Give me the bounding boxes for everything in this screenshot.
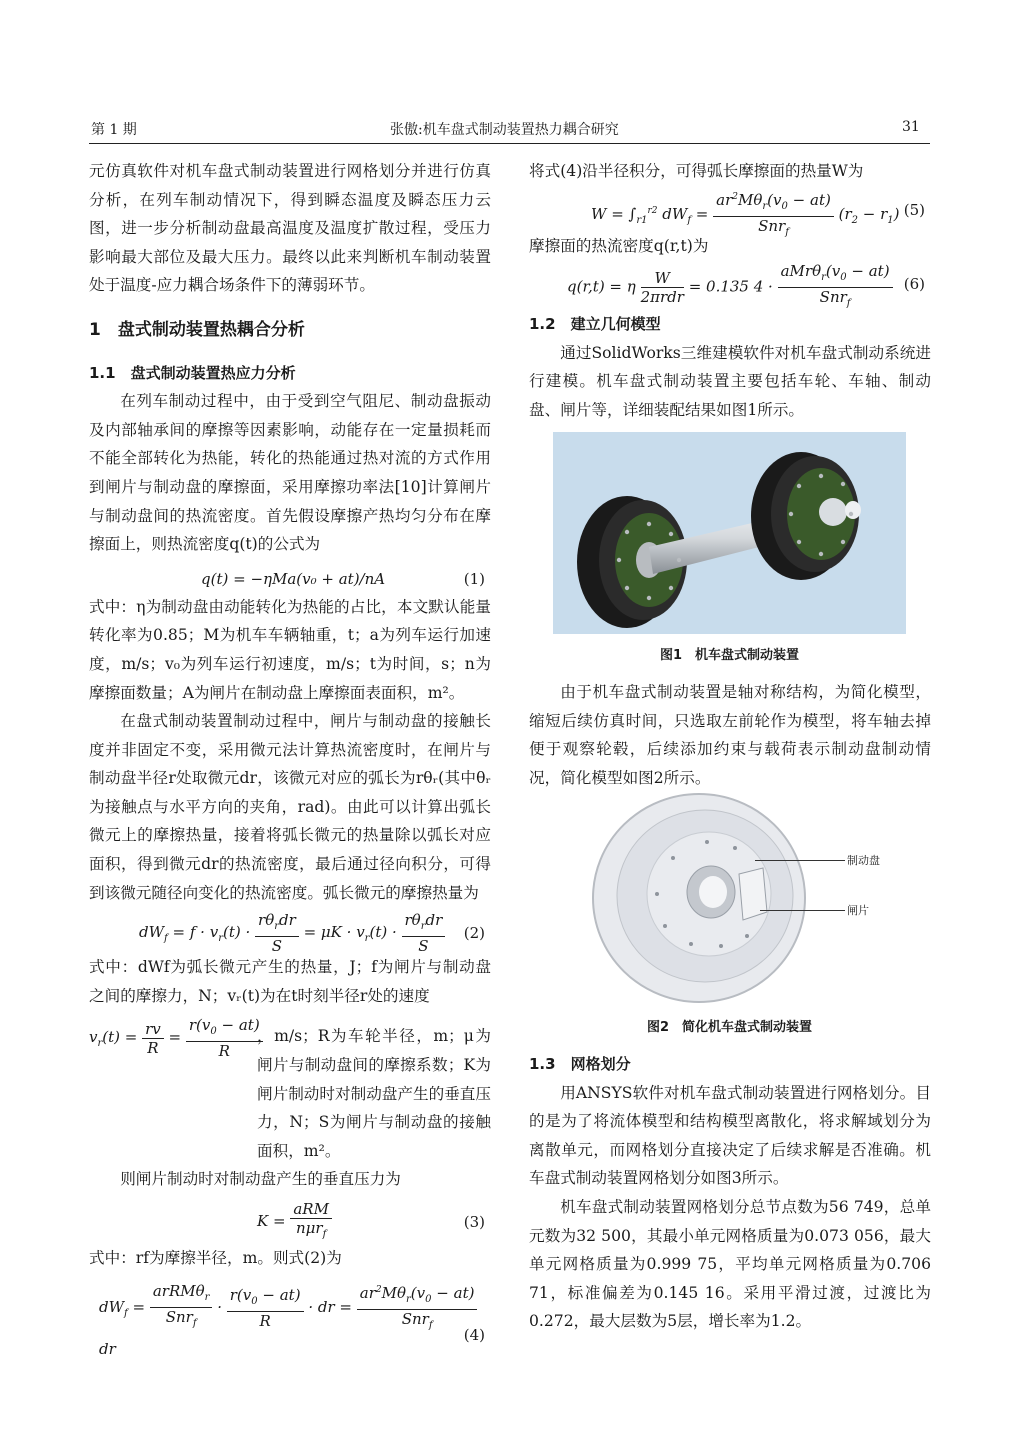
velocity-expression: $v_r(t)$ = $\frac{rv}{R}$ = $\frac{r(v_0 - at)}{R}$: [89, 1010, 491, 1056]
right-column-continued: [529, 678, 931, 792]
paragraph-integrate: 将式(4)沿半径积分，可得弧长摩擦面的热量W为: [529, 162, 864, 180]
header-rule: [89, 143, 930, 144]
paragraph-simplified-model: 由于机车盘式制动装置是轴对称结构，为简化模型，缩短后续仿真时间，只选取左前轮作为模型，将车轴去掉便于观察轮毂，后续添加约束与载荷表示制动盘制动情况，简化模型如图2所示。: [529, 683, 931, 787]
paragraph-eq2-symbols: 式中：dWf为弧长微元产生的热量，J；f为闸片与制动盘之间的摩擦力，N；vᵣ(t)为在t时刻半径r处的速度: [89, 958, 491, 1005]
equation-5-number: (5): [903, 200, 925, 219]
equation-6: q(r,t) = η $\frac{W}{\text{2πrdr}}$ = 0.135 4 · $\frac{aMr\theta_r(v_0 - at)}{Snr_f}$ (6): [567, 262, 925, 310]
equation-6-number: (6): [903, 275, 925, 294]
figure-2-image: [587, 790, 812, 1004]
paragraph-microelement: 在盘式制动装置制动过程中，闸片与制动盘的接触长度并非固定不变，采用微元法计算热流密度时，在闸片与制动盘半径r处取微元dr，该微元对应的弧长为rθᵣ(其中θᵣ为接触点与水平方向的夹角，rad)。由此可以计算出弧长微元上的摩擦热量，接着将弧长微元的热量除以弧长对应面积，得到微元dr的热流密度，最后通过径向积分，可得到该微元随径向变化的热流密度。弧长微元的摩擦热量为: [89, 712, 491, 902]
right-column-mesh: [529, 1050, 931, 1336]
label-leader-pad: [760, 910, 845, 911]
label-brake-disc: 制动盘: [847, 854, 880, 867]
equation-1-body: q(t) = −ηMa(v₀ + at)/nA: [201, 569, 386, 588]
equation-4: $dW_f$ = $\frac{arRM\theta_r}{Snr_f}$ · $\frac{r(v_0 - at)}{R}$ · dr = $\frac{ar^2M\theta_r(v_0 - at)}{Snr_f}$ dr (4): [99, 1282, 485, 1358]
equation-1-number: (1): [463, 569, 485, 588]
figure-2-caption: 图2 简化机车盘式制动装置: [646, 1020, 813, 1035]
paragraph-mesh-stats: 机车盘式制动装置网格划分总节点数为56 749，总单元数为32 500，其最小单元网格质量为0.073 056，最大单元网格质量为0.999 75，平均单元网格质量为0.706 71，标准偏差为0.145 16。采用平滑过渡，过渡比为0.272，最大层数为5层，增长率为1.2。: [529, 1197, 931, 1331]
equation-3-number: (3): [463, 1213, 485, 1231]
section-1-2-heading: 1.2 建立几何模型: [529, 315, 661, 334]
paragraph-flux-density: 摩擦面的热流密度q(r,t)为: [529, 236, 709, 255]
paragraph-geometry: 通过SolidWorks三维建模软件对机车盘式制动系统进行建模。机车盘式制动装置主要包括车轮、车轴、制动盘、闸片等，详细装配结果如图1所示。: [529, 343, 931, 419]
figure-1-caption: 图1 机车盘式制动装置: [659, 648, 800, 663]
wheelset-illustration: [553, 432, 906, 634]
label-leader-brake-disc: [755, 860, 845, 861]
intro-paragraph: 元仿真软件对机车盘式制动装置进行网格划分并进行仿真分析，在列车制动情况下，得到瞬态温度及瞬态压力云图，进一步分析制动盘最高温度及温度扩散过程，受压力影响最大部位及最大压力。最终以此来判断机车制动装置处于温度-应力耦合场条件下的薄弱环节。: [89, 162, 491, 295]
paragraph-heat-flux: 在列车制动过程中，由于受到空气阻尼、制动盘振动及内部轴承间的摩擦等因素影响，动能存在一定量损耗而不能全部转化为热能，转化的热能通过热对流的方式作用到闸片与制动盘的摩擦面，采用摩擦功率法[10]计算闸片与制动盘间的热流密度。首先假设摩擦产热均匀分布在摩擦面上，则热流密度q(t)的公式为: [89, 392, 491, 554]
equation-2-number: (2): [463, 924, 485, 943]
paragraph-eq3-symbols: 式中：rf为摩擦半径，m。则式(2)为: [89, 1249, 342, 1267]
equation-2: $dW_f = f \cdot v_r(t)$ · $\frac{r\theta_rdr}{S}$ = $\mu K \cdot v_r(t)$ · $\frac{r\theta_rdr}{S}$ (2): [139, 911, 485, 956]
section-1-1-heading: 1.1 盘式制动装置热应力分析: [89, 363, 296, 382]
label-brake-pad: 闸片: [847, 904, 869, 917]
simplified-wheel-illustration: [587, 790, 812, 1004]
paragraph-pressure: 则闸片制动时对制动盘产生的垂直压力为: [120, 1170, 401, 1189]
equation-3: K = $\frac{\text{aRM}}{n\mu r_f}$ (3): [257, 1200, 485, 1240]
section-1-heading: 1 盘式制动装置热耦合分析: [89, 319, 305, 340]
figure-1-image: [553, 432, 906, 634]
left-column: [89, 157, 491, 1358]
equation-4-number: (4): [463, 1325, 485, 1344]
equation-1: [89, 559, 491, 593]
paragraph-mesh: 用ANSYS软件对机车盘式制动装置进行网格划分。目的是为了将流体模型和结构模型离散化，将求解域划分为离散单元，而网格划分直接决定了后续求解是否准确。机车盘式制动装置网格划分如图3所示。: [529, 1083, 931, 1188]
header-issue: 第 1 期: [91, 122, 137, 138]
right-column: [529, 157, 931, 425]
header-title: 张傲:机车盘式制动装置热力耦合研究: [390, 122, 619, 138]
header-page-number: 31: [902, 119, 920, 135]
paragraph-eq2-symbols-cont: ，m/s；R为车轮半径，m；μ为闸片与制动盘间的摩擦系数；K为闸片制动时对制动盘产生的垂直压力，N；S为闸片与制动盘的接触面积，m²。: [257, 1027, 491, 1160]
paragraph-eq1-symbols: 式中：η为制动盘由动能转化为热能的占比，本文默认能量转化率为0.85；M为机车车辆轴重，t；a为列车运行加速度，m/s；v₀为列车运行初速度，m/s；t为时间，s；n为摩擦面数量；A为闸片在制动盘上摩擦面表面积，m²。: [89, 597, 491, 702]
section-1-3-heading: 1.3 网格划分: [529, 1055, 631, 1073]
equation-5: $W = \int_{r1}^{r2}$ $dW_f$ = $\frac{ar^2M\theta_r(v_0 - at)}{Snr_f}$ $(r_2 - r_1)$ (5): [529, 186, 931, 232]
